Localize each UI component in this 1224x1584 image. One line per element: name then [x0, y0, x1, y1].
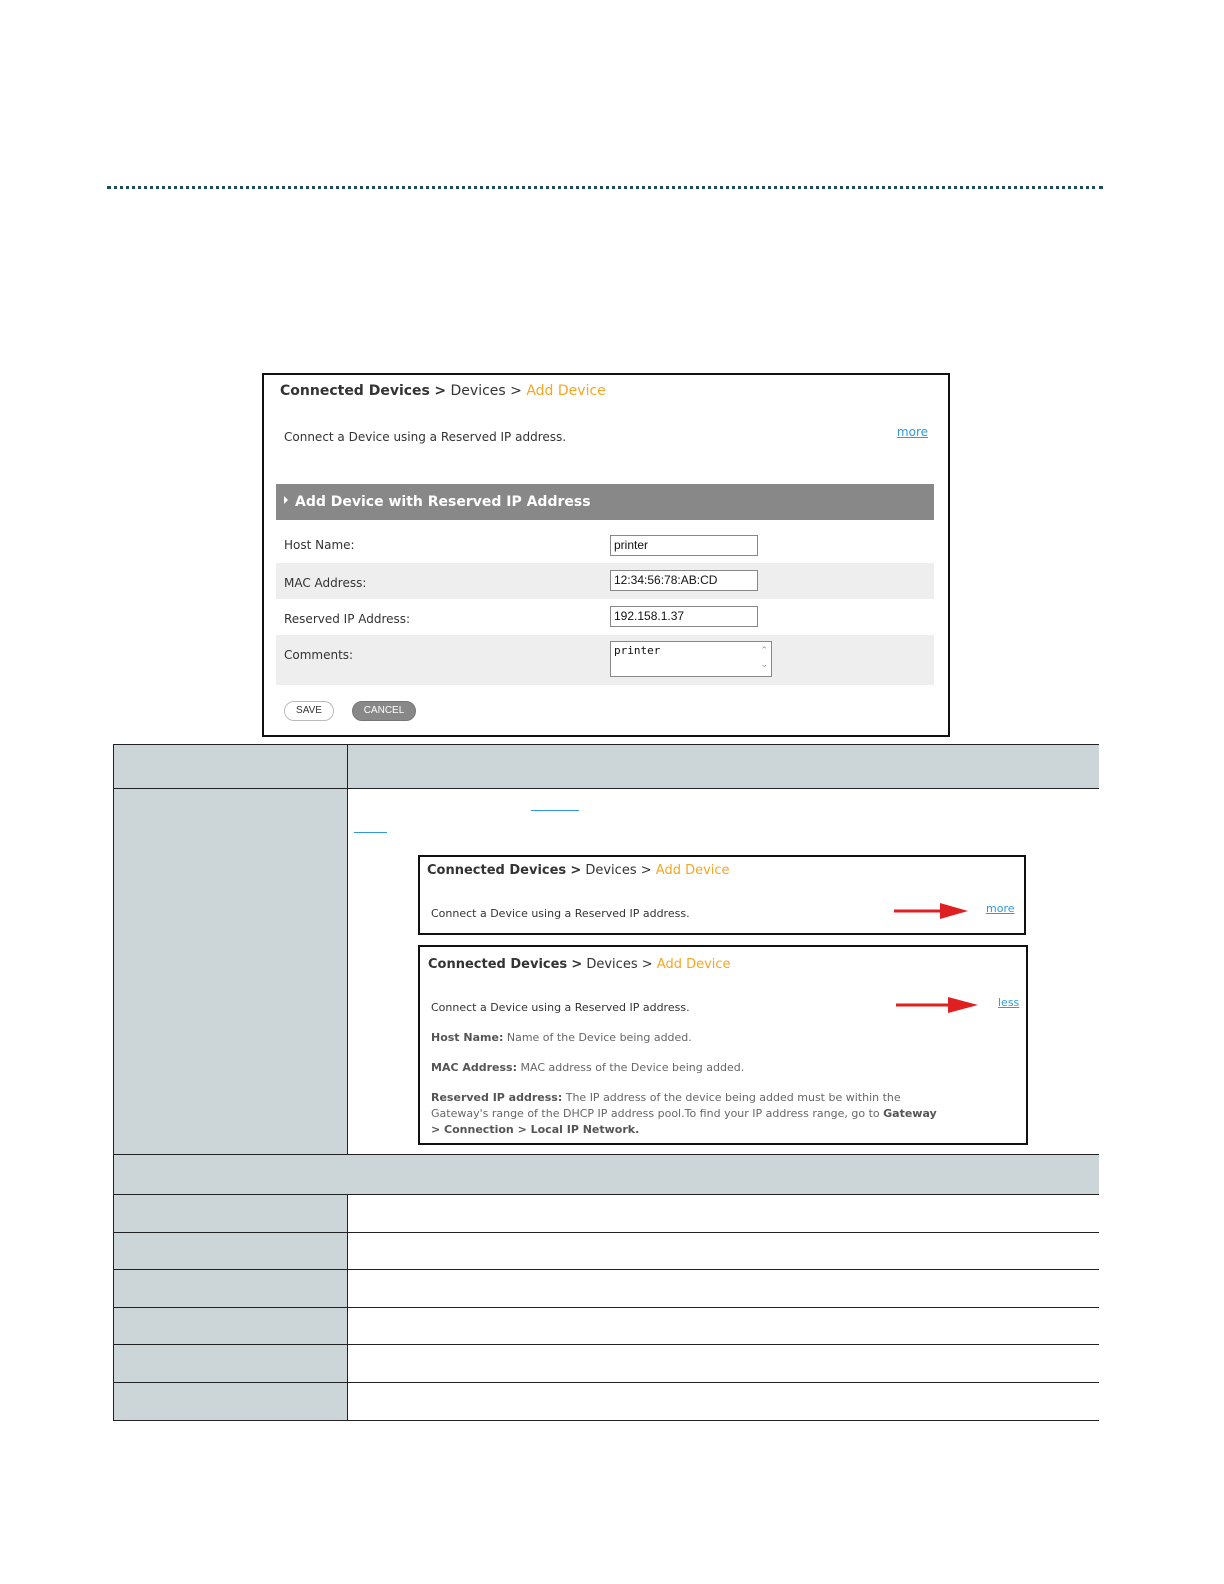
breadcrumb-separator: > [570, 863, 582, 878]
help-reserved-ip [431, 1091, 901, 1104]
table-header-cell [348, 745, 1099, 789]
mac-address-row [276, 563, 934, 599]
more-link[interactable]: more [986, 902, 1015, 915]
help-host-name-label: Host Name: [431, 1031, 504, 1044]
help-mac-text: MAC address of the Device being added. [520, 1061, 745, 1074]
table-row-value [348, 1383, 1099, 1420]
breadcrumb [427, 863, 730, 878]
comments-value: printer [614, 644, 661, 657]
help-ip-nav-gateway: Gateway [883, 1107, 937, 1120]
breadcrumb-connected-devices[interactable]: Connected Devices [428, 957, 568, 972]
table-row-label [114, 1345, 348, 1383]
host-name-input[interactable]: printer [610, 535, 758, 556]
breadcrumb-separator: > [640, 863, 652, 878]
section-title: Add Device with Reserved IP Address [295, 494, 591, 510]
help-host-name-text: Name of the Device being added. [506, 1031, 692, 1044]
dotted-divider [107, 186, 1103, 189]
help-mac-address [431, 1061, 744, 1074]
breadcrumb-devices[interactable]: Devices [585, 863, 637, 878]
table-row-value [348, 1308, 1099, 1345]
help-reserved-ip-nav [431, 1123, 639, 1136]
table-row-label [114, 1383, 348, 1420]
breadcrumb-connected-devices[interactable]: Connected Devices [427, 863, 567, 878]
table-row-value [348, 1345, 1099, 1383]
table-row-value [348, 1233, 1099, 1270]
breadcrumb-devices[interactable]: Devices [586, 957, 638, 972]
table-section-row [114, 1155, 1099, 1195]
breadcrumb [280, 383, 606, 399]
mac-address-label: MAC Address: [284, 576, 367, 590]
breadcrumb-connected-devices[interactable]: Connected Devices [280, 383, 430, 399]
reserved-ip-input[interactable]: 192.158.1.37 [610, 606, 758, 627]
scroll-arrows-icon[interactable]: ⌃ ⌄ [760, 646, 768, 670]
reserved-ip-label: Reserved IP Address: [284, 612, 411, 626]
arrow-right-icon [896, 995, 980, 1015]
breadcrumb-separator: > [510, 383, 522, 399]
breadcrumb-add-device: Add Device [656, 957, 731, 972]
host-name-label: Host Name: [284, 538, 355, 552]
mac-address-input[interactable]: 12:34:56:78:AB:CD [610, 570, 758, 591]
add-device-panel [262, 373, 950, 737]
help-host-name [431, 1031, 692, 1044]
table-row-label [114, 1270, 348, 1308]
section-header [276, 484, 934, 520]
less-screenshot [418, 945, 1028, 1145]
table-row-label [114, 1195, 348, 1233]
table-label-cell [114, 789, 348, 1155]
intro-text: Connect a Device using a Reserved IP address. [431, 1001, 690, 1014]
help-mac-label: MAC Address: [431, 1061, 518, 1074]
help-reserved-ip-cont [431, 1107, 937, 1120]
breadcrumb [428, 957, 731, 972]
link-underline[interactable] [354, 832, 387, 833]
breadcrumb-devices[interactable]: Devices [450, 383, 506, 399]
more-link[interactable]: more [896, 425, 928, 439]
breadcrumb-separator: > [434, 383, 447, 399]
intro-text: Connect a Device using a Reserved IP address. [284, 430, 567, 444]
table-row-value [348, 1195, 1099, 1233]
breadcrumb-add-device: Add Device [655, 863, 730, 878]
breadcrumb-add-device: Add Device [526, 383, 606, 399]
help-ip-text: The IP address of the device being added must be within the [565, 1091, 901, 1104]
reserved-ip-row [276, 599, 934, 635]
help-ip-label: Reserved IP address: [431, 1091, 563, 1104]
link-underline[interactable] [531, 810, 579, 811]
less-link[interactable]: less [998, 996, 1020, 1009]
cancel-button[interactable]: CANCEL [352, 701, 416, 721]
comments-label: Comments: [284, 648, 354, 662]
save-button[interactable]: SAVE [284, 701, 334, 721]
table-header-cell [114, 745, 348, 789]
help-ip-nav-path: > Connection > Local IP Network. [431, 1123, 640, 1136]
host-name-row [276, 527, 934, 563]
arrow-right-icon [894, 901, 970, 921]
table-row-label [114, 1233, 348, 1270]
comments-textarea[interactable] [610, 641, 772, 677]
comments-row [276, 635, 934, 685]
more-screenshot [418, 855, 1026, 935]
triangle-right-icon [284, 496, 288, 504]
breadcrumb-separator: > [641, 957, 653, 972]
intro-text: Connect a Device using a Reserved IP address. [431, 907, 690, 920]
breadcrumb-separator: > [571, 957, 583, 972]
help-ip-text-2: Gateway's range of the DHCP IP address pool.To find your IP address range, go to [431, 1107, 880, 1120]
table-row-value [348, 1270, 1099, 1308]
table-row-label [114, 1308, 348, 1345]
